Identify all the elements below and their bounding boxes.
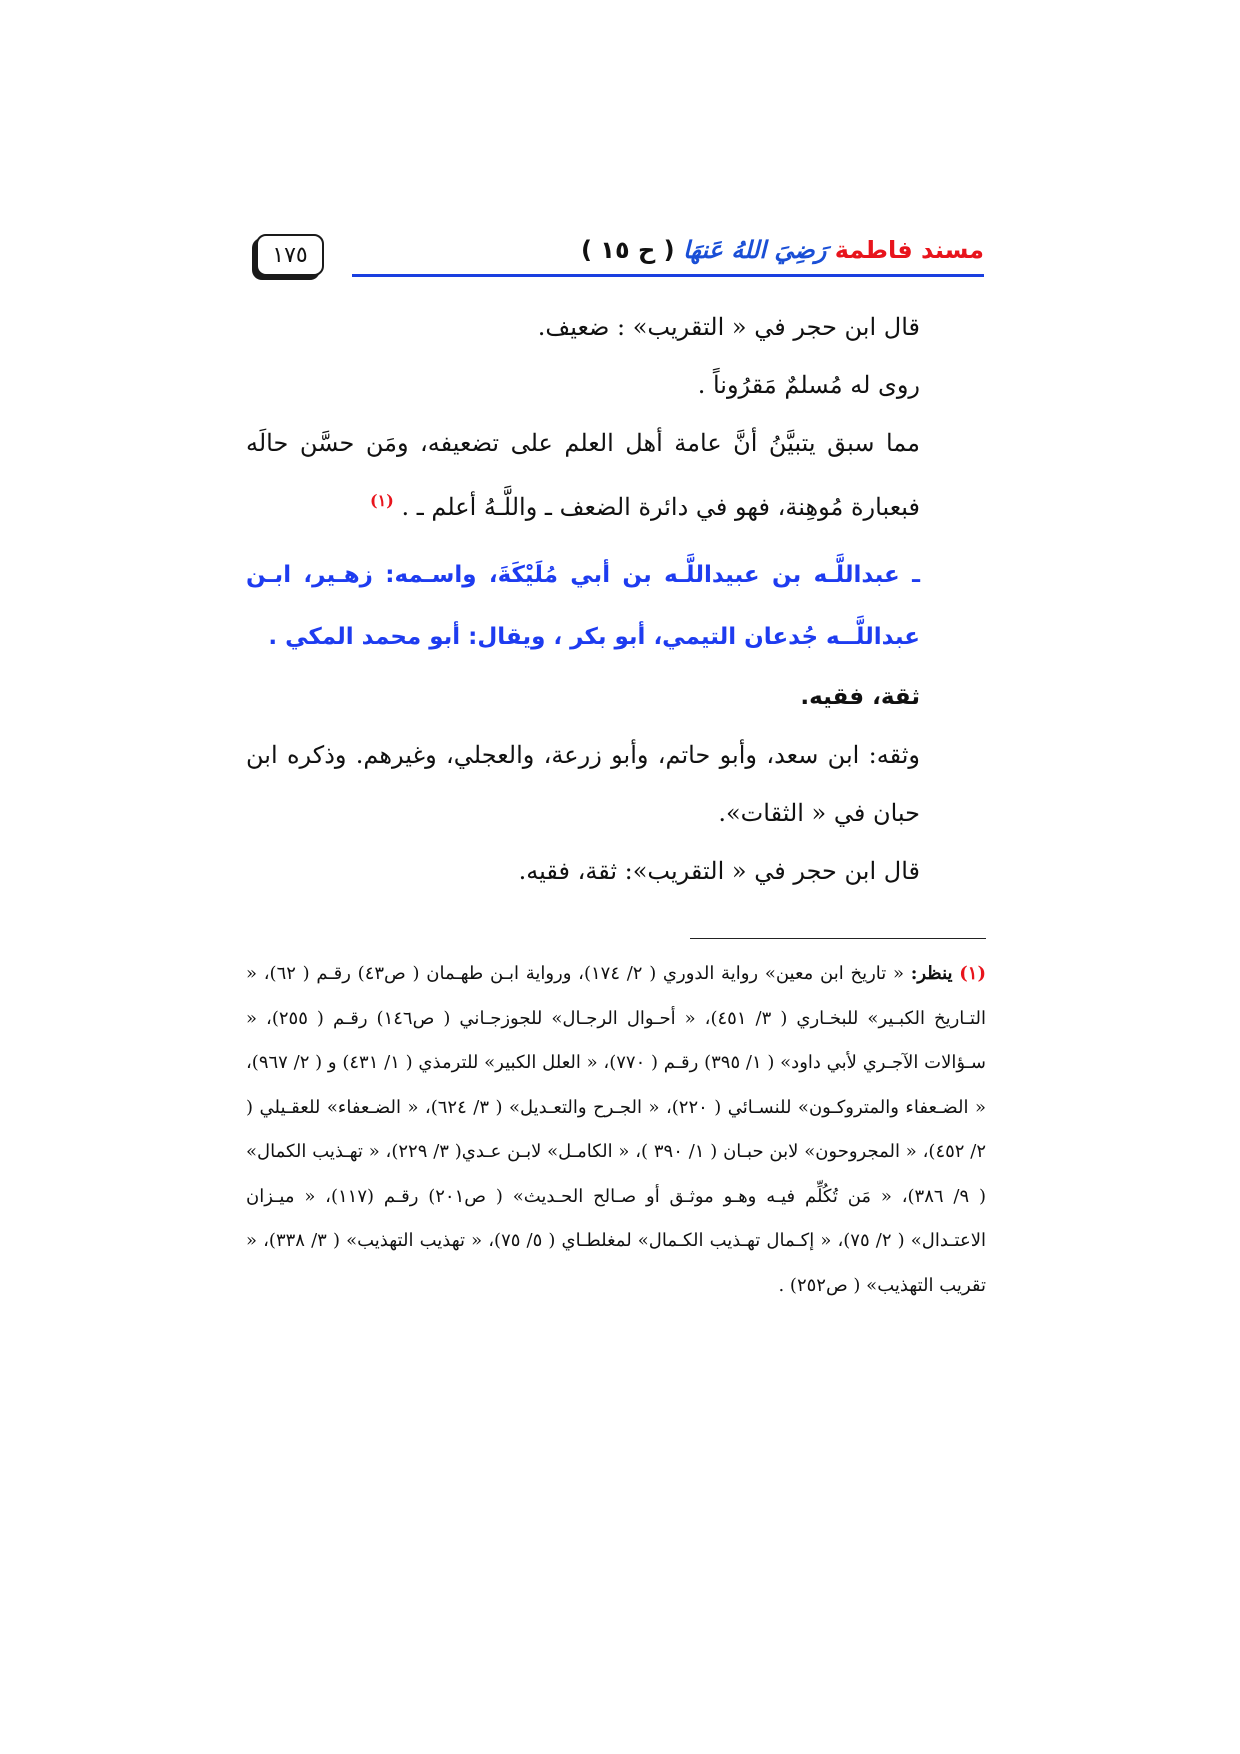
- footnote-lead: ينظر:: [910, 963, 953, 984]
- paragraph-ibn-hajar-weak: قال ابن حجر في « التقريب» : ضعيف.: [537, 313, 920, 341]
- paragraph-muslim: روى له مُسلمٌ مَقرُوناً .: [697, 371, 920, 399]
- footnotes: [246, 952, 986, 1308]
- footnote-1: [246, 952, 986, 1308]
- page-number: [256, 234, 324, 276]
- footnote-ref[interactable]: (١): [370, 491, 394, 510]
- footnote-text: « تاريخ ابن معين» رواية الدوري ( ٢/ ١٧٤)، ورواية ابـن طهـمان ( ص٤٣) رقـم ( ٦٢)، « التـاريخ الكبـير» للبخـاري ( ٣/ ٤٥١)، « أحـوال الرجـال» للجوزجـاني ( ص١٤٦) رقـم ( ٢٥٥)، « سـؤالات الآجـري لأبي داود» ( ١/ ٣٩٥) رقـم ( ٧٧٠)، « العلل الكبير» للترمذي ( ١/ ٤٣١) و ( ٢/ ٩٦٧)، « الضـعفاء والمتروكـون» للنسـائي ( ٢٢٠)، « الجـرح والتعـديل» ( ٣/ ٦٢٤)، « الضـعفاء» للعقـيلي ( ٢/ ٤٥٢)، « المجروحون» لابن حبـان ( ١/ ٣٩٠ )، « الكامـل» لابـن عـدي( ٣/ ٢٢٩)، « تهـذيب الكمال» ( ٩/ ٣٨٦)، « مَن تُكُلِّم فيـه وهـو موثـق أو صـالح الحـديث» ( ص٢٠١) رقـم (١١٧)، « ميـزان الاعتـدال» ( ٢/ ٧٥)، « إكـمال تهـذيب الكـمال» لمغلطـاي ( ٥/ ٧٥)، « تهذيب التهذيب» ( ٣/ ٣٣٨)، « تقريب التهذيب» ( ص٢٥٢) .: [246, 963, 987, 1296]
- footnote-number: (١): [959, 963, 986, 984]
- paragraph-conclusion: [246, 414, 986, 536]
- running-title-main: مسند فاطمة: [834, 236, 984, 264]
- header-divider: [352, 274, 984, 277]
- narrator-heading: ـ عبداللَّـه بن عبيداللَّـه بن أبي مُلَيْكَةَ، واسـمه: زهـير، ابـن عبداللَّــه جُدعان التيمي، أبو بكر ، ويقال: أبو محمد المكي .: [246, 562, 920, 650]
- main-text: [246, 298, 986, 900]
- page-number-text: ١٧٥: [272, 242, 308, 268]
- running-title: [581, 236, 984, 264]
- paragraph-ibn-hajar-trusted: قال ابن حجر في « التقريب»: ثقة، فقيه.: [518, 857, 920, 885]
- footnote-divider: [690, 938, 986, 939]
- honorific-glyph: رَضِيَ اللهُ عَنهَا: [682, 236, 827, 264]
- hadith-reference: ( ح ١٥ ): [580, 236, 675, 264]
- paragraph-authentication: وثقه: ابن سعد، وأبو حاتم، وأبو زرعة، والعجلي، وغيرهم. وذكره ابن حبان في « الثقات».: [246, 741, 920, 827]
- page-header: [256, 232, 984, 276]
- paragraph-conclusion-text: مما سبق يتبيَّنُ أنَّ عامة أهل العلم على تضعيفه، ومَن حسَّن حالَه فبعبارة مُوهِنة، فهو في دائرة الضعف ـ واللَّـهُ أعلم ـ .: [246, 429, 920, 521]
- narrator-grade: ثقة، فقيه.: [800, 684, 920, 710]
